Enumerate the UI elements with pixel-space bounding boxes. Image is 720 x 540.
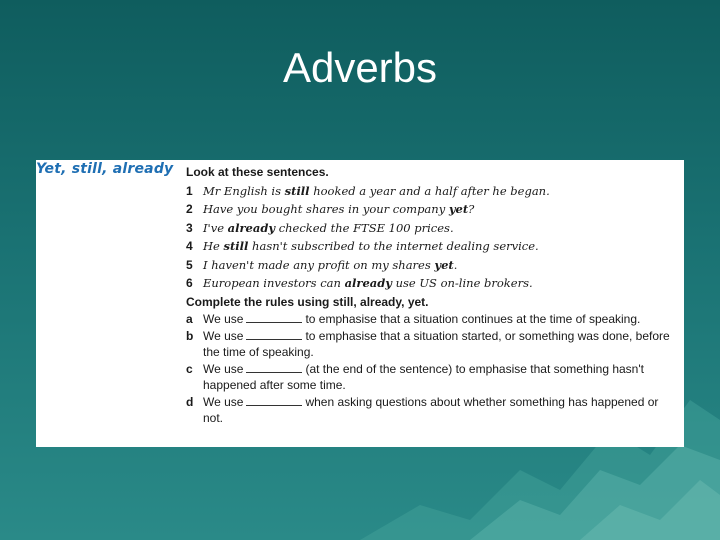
instruction: Look at these sentences.	[186, 165, 329, 179]
answer-blank[interactable]	[246, 362, 302, 373]
rule-item: b We use to emphasise that a situation started, or something was done, before the time of speaking.	[186, 328, 670, 359]
answer-blank[interactable]	[246, 395, 302, 406]
section-label: Yet, still, already	[36, 161, 174, 177]
sentence-item: 3 I've already checked the FTSE 100 prices.	[186, 220, 454, 235]
rules-heading: Complete the rules using still, already, yet.	[186, 294, 429, 309]
sentence-item: 2 Have you bought shares in your company yet?	[186, 202, 475, 216]
rule-item: c We use (at the end of the sentence) to emphasise that something hasn't happened after some time.	[186, 361, 644, 392]
exercise-panel	[36, 160, 684, 447]
exercise-content	[186, 163, 681, 427]
slide-title: Adverbs	[282, 44, 438, 91]
answer-blank[interactable]	[246, 329, 302, 340]
rule-item: a We use to emphasise that a situation continues at the time of speaking.	[186, 312, 641, 326]
answer-blank[interactable]	[246, 312, 302, 323]
sentence-item: 4 He still hasn't subscribed to the internet dealing service.	[186, 239, 539, 253]
sentence-item: 1 Mr English is still hooked a year and a half after he began.	[186, 183, 550, 198]
sentence-item: 6 European investors can already use US on-line brokers.	[186, 276, 533, 290]
rule-item: d We use when asking questions about whether something has happened or not.	[186, 394, 659, 425]
sentence-item: 5 I haven't made any profit on my shares yet.	[186, 257, 458, 272]
